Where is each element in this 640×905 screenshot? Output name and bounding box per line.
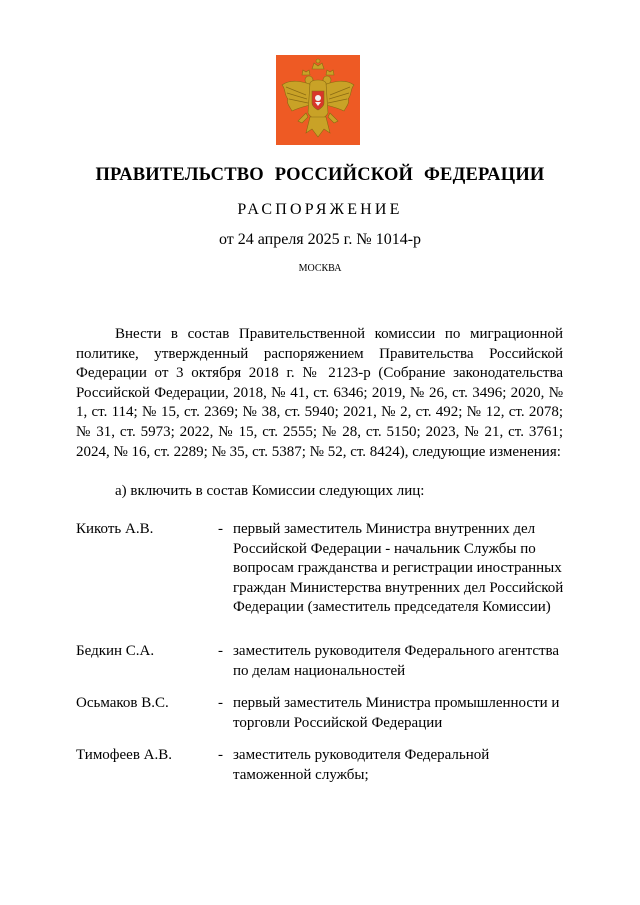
document-city: МОСКВА [298, 263, 342, 274]
member-name: Осьмаков В.С. [76, 695, 169, 711]
item-a-paragraph: а) включить в состав Комиссии следующих лиц: [115, 483, 425, 499]
member-dash: - [218, 643, 223, 659]
document-type: РАСПОРЯЖЕНИЕ [237, 201, 403, 218]
member-name: Кикоть А.В. [76, 521, 154, 537]
russian-coat-of-arms-icon [276, 55, 360, 145]
government-title: ПРАВИТЕЛЬСТВО РОССИЙСКОЙ ФЕДЕРАЦИИ [95, 165, 545, 185]
member-role: первый заместитель Министра промышленности и торговли Российской Федерации [233, 695, 560, 731]
intro-paragraph: Внести в состав Правительственной комиссии по миграционной политике, утвержденный распоряжением Правительства Российской Федерации от 3 октября 2018 г. № 2123-р (Собрание законодательства Российской Федерации, 2018, № 41, ст. 6346; 2019, № 26, ст. 3496; 2020, № 1, ст. 114; № 15, ст. 2369; № 38, ст. 5940; 2021, № 2, ст. 492; № 12, ст. 2078; № 31, ст. 5973; 2022, № 15, ст. 2555; № 28, ст. 5150; 2023, № 21, ст. 3761; 2024, № 16, ст. 2289; № 35, ст. 5387; № 52, ст. 8424), следующие изменения: [76, 326, 563, 460]
member-name: Тимофеев А.В. [76, 747, 173, 763]
member-role: заместитель руководителя Федерального агентства по делам национальностей [233, 643, 560, 679]
member-dash: - [218, 747, 223, 763]
member-role: первый заместитель Министра внутренних дел Российской Федерации - начальник Службы по вопросам гражданства и регистрации иностранных граждан Министерства внутренних дел Российской Федерации (заместитель председателя Комиссии) [233, 521, 564, 616]
document-date-number: от 24 апреля 2025 г. № 1014-р [218, 231, 422, 248]
member-name: Бедкин С.А. [76, 643, 155, 659]
member-role: заместитель руководителя Федеральной таможенной службы; [233, 747, 490, 783]
member-dash: - [218, 521, 223, 537]
member-dash: - [218, 695, 223, 711]
